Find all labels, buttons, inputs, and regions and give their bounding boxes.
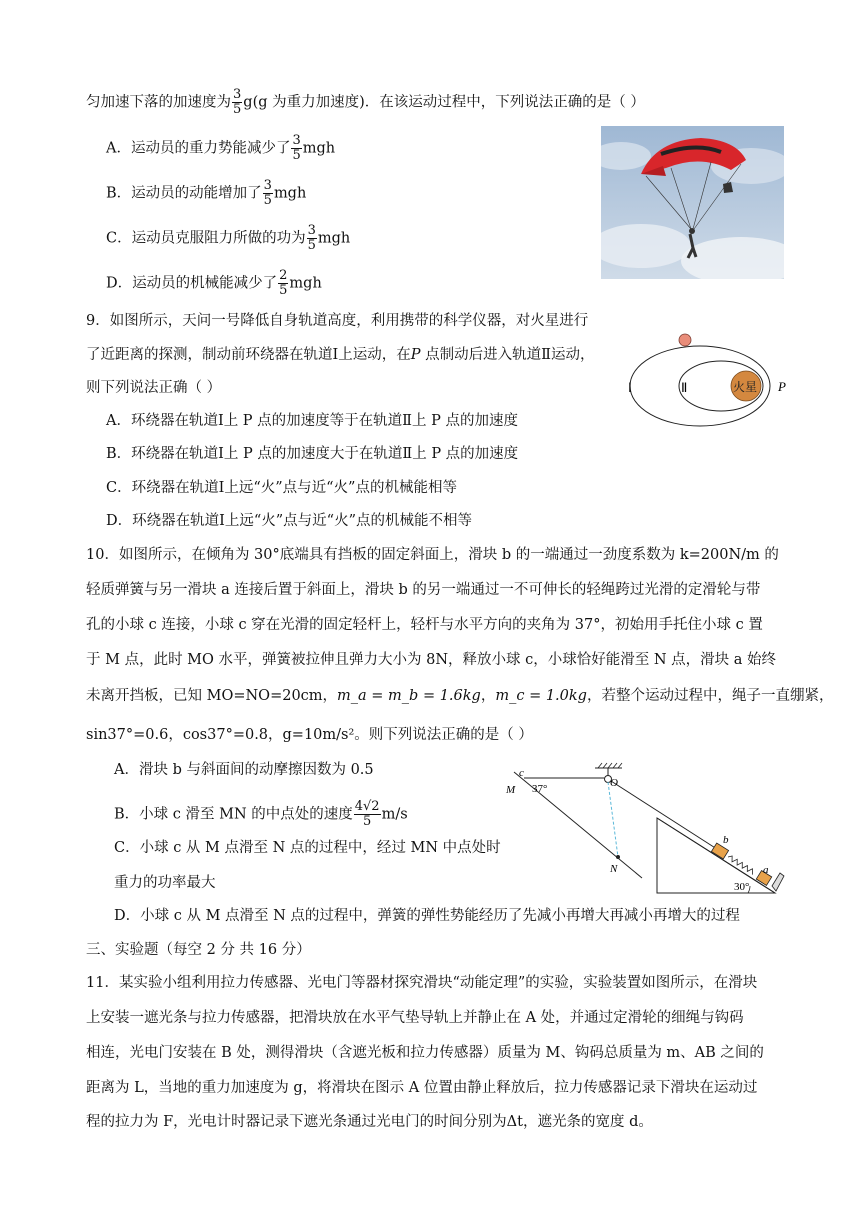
q8-stem-text: 匀加速下落的加速度为 <box>86 94 231 111</box>
q10-stem-line-6: sin37°=0.6，cos37°=0.8，g=10m/s²。则下列说法正确的是（ ） <box>86 727 533 743</box>
denominator: 5 <box>263 193 272 208</box>
denominator: 5 <box>233 102 242 117</box>
q10-stem-line-1: 10．如图所示，在倾角为 30°底端具有挡板的固定斜面上，滑块 b 的一端通过一劲度系数为 k=200N/m 的 <box>86 547 779 563</box>
label-m: M <box>506 784 516 796</box>
denominator: 5 <box>292 148 301 163</box>
q8-option-d <box>106 269 322 298</box>
q8-fraction <box>232 88 242 117</box>
denominator: 5 <box>279 283 288 298</box>
q11-stem-line-4: 距离为 L，当地的重力加速度为 g，将滑块在图示 A 位置由静止释放后，拉力传感器记录下滑块在运动过 <box>86 1080 758 1096</box>
incline-diagram <box>500 760 790 900</box>
fraction <box>263 179 273 208</box>
option-label: B．小球 c 滑至 MN 的中点处的速度 <box>114 806 353 823</box>
orbit-1-label: Ⅰ <box>628 380 632 395</box>
q9-stem-line-2 <box>86 345 594 365</box>
label-b: b <box>723 834 729 846</box>
numerator: 3 <box>307 223 316 238</box>
text: 了近距离的探测，制动前环绕器在轨道Ⅰ上运动，在 <box>86 347 411 363</box>
q11-stem-line-2: 上安装一遮光条与拉力传感器，把滑块放在水平气垫导轨上并静止在 A 处，并通过定滑轮的细绳与钩码 <box>86 1010 744 1026</box>
orbit-2-label: Ⅱ <box>681 380 688 395</box>
q10-option-d: D．小球 c 从 M 点滑至 N 点的过程中，弹簧的弹性势能经历了先减小再增大再减小再增大的过程 <box>114 908 740 924</box>
q9-stem-line-3: 则下列说法正确（ ） <box>86 380 222 396</box>
label-angle-37: 37° <box>532 783 548 795</box>
q10-option-a: A．滑块 b 与斜面间的动摩擦因数为 0.5 <box>114 762 374 778</box>
unit: m/s <box>381 806 408 823</box>
fraction <box>307 224 317 253</box>
q10-stem-line-5: 未离开挡板，已知 MO=NO=20cm，m_a = m_b = 1.6kg，m_c = 1.0kg，若整个运动过程中，绳子一直绷紧， <box>86 688 834 704</box>
option-label: A．运动员的重力势能减少了 <box>106 140 291 157</box>
planet-label: 火星 <box>733 380 758 394</box>
text: 未离开挡板，已知 MO=NO=20cm， <box>86 688 338 704</box>
text: ，若整个运动过程中，绳子一直绷紧， <box>586 688 834 704</box>
numerator: 3 <box>263 178 272 193</box>
option-label: D．运动员的机械能减少了 <box>106 275 278 292</box>
orbit-diagram <box>618 328 798 428</box>
q11-stem-line-3: 相连，光电门安装在 B 处，测得滑块（含遮光板和拉力传感器）质量为 M、钩码总质量为 m、AB 之间的 <box>86 1045 764 1061</box>
label-angle-30: 30° <box>734 881 750 893</box>
label-n: N <box>610 863 618 875</box>
option-label: C．运动员克服阻力所做的功为 <box>106 230 306 247</box>
point-p-label: P <box>778 379 786 394</box>
q10-stem-line-4: 于 M 点，此时 MO 水平，弹簧被拉伸且弹力大小为 8N，释放小球 c，小球恰好能滑至 N 点，滑块 a 始终 <box>86 652 777 668</box>
fraction <box>291 134 301 163</box>
numerator: 2 <box>279 268 288 283</box>
fraction <box>354 800 381 829</box>
label-a: a <box>763 864 769 876</box>
q10-option-c-line-2: 重力的功率最大 <box>114 875 216 891</box>
denominator: 5 <box>363 814 372 829</box>
unit: mgh <box>273 185 307 202</box>
q9-option-d: D．环绕器在轨道Ⅰ上远“火”点与近“火”点的机械能不相等 <box>106 513 473 529</box>
point-p: P <box>410 347 421 363</box>
q10-option-c-line-1: C．小球 c 从 M 点滑至 N 点的过程中，经过 MN 中点处时 <box>114 840 501 856</box>
q9-option-a: A．环绕器在轨道Ⅰ上 P 点的加速度等于在轨道Ⅱ上 P 点的加速度 <box>106 413 519 429</box>
numerator: 3 <box>233 87 242 102</box>
q11-stem-line-5: 程的拉力为 F，光电计时器记录下遮光条通过光电门的时间分别为Δt，遮光条的宽度 d。 <box>86 1114 653 1130</box>
q8-stem-text-2: g(g 为重力加速度)．在该运动过程中，下列说法正确的是（ ） <box>243 94 645 111</box>
label-c: c <box>519 767 524 779</box>
q11-stem-line-1: 11．某实验小组利用拉力传感器、光电门等器材探究滑块“动能定理”的实验，实验装置如图所示，在滑块 <box>86 975 758 991</box>
q8-option-c <box>106 224 350 253</box>
q8-option-a <box>106 134 335 163</box>
q10-stem-line-2: 轻质弹簧与另一滑块 a 连接后置于斜面上，滑块 b 的另一端通过一不可伸长的轻绳跨过光滑的定滑轮与带 <box>86 582 761 598</box>
label-o: O <box>610 777 618 789</box>
denominator: 5 <box>307 238 316 253</box>
numerator: 4√2 <box>354 799 380 814</box>
q9-option-c: C．环绕器在轨道Ⅰ上远“火”点与近“火”点的机械能相等 <box>106 480 457 496</box>
section-heading: 三、实验题（每空 2 分 共 16 分） <box>86 942 311 958</box>
mass-ab: m_a = m_b = 1.6kg <box>337 688 481 704</box>
mass-c: m_c = 1.0kg <box>495 688 587 704</box>
q9-option-b: B．环绕器在轨道Ⅰ上 P 点的加速度大于在轨道Ⅱ上 P 点的加速度 <box>106 446 519 462</box>
q10-option-b <box>114 800 408 829</box>
q8-option-b <box>106 179 306 208</box>
q10-stem-line-3: 孔的小球 c 连接，小球 c 穿在光滑的固定轻杆上，轻杆与水平方向的夹角为 37°，初始用手托住小球 c 置 <box>86 617 763 633</box>
parachute-photo <box>601 126 784 279</box>
unit: mgh <box>317 230 351 247</box>
q8-stem <box>86 88 645 117</box>
numerator: 3 <box>292 133 301 148</box>
option-label: B．运动员的动能增加了 <box>106 185 262 202</box>
text: 点制动后进入轨道Ⅱ运动， <box>420 347 595 363</box>
unit: mgh <box>302 140 336 157</box>
unit: mgh <box>289 275 322 292</box>
fraction <box>278 269 288 298</box>
q9-stem-line-1: 9．如图所示，天问一号降低自身轨道高度，利用携带的科学仪器，对火星进行 <box>86 313 589 329</box>
